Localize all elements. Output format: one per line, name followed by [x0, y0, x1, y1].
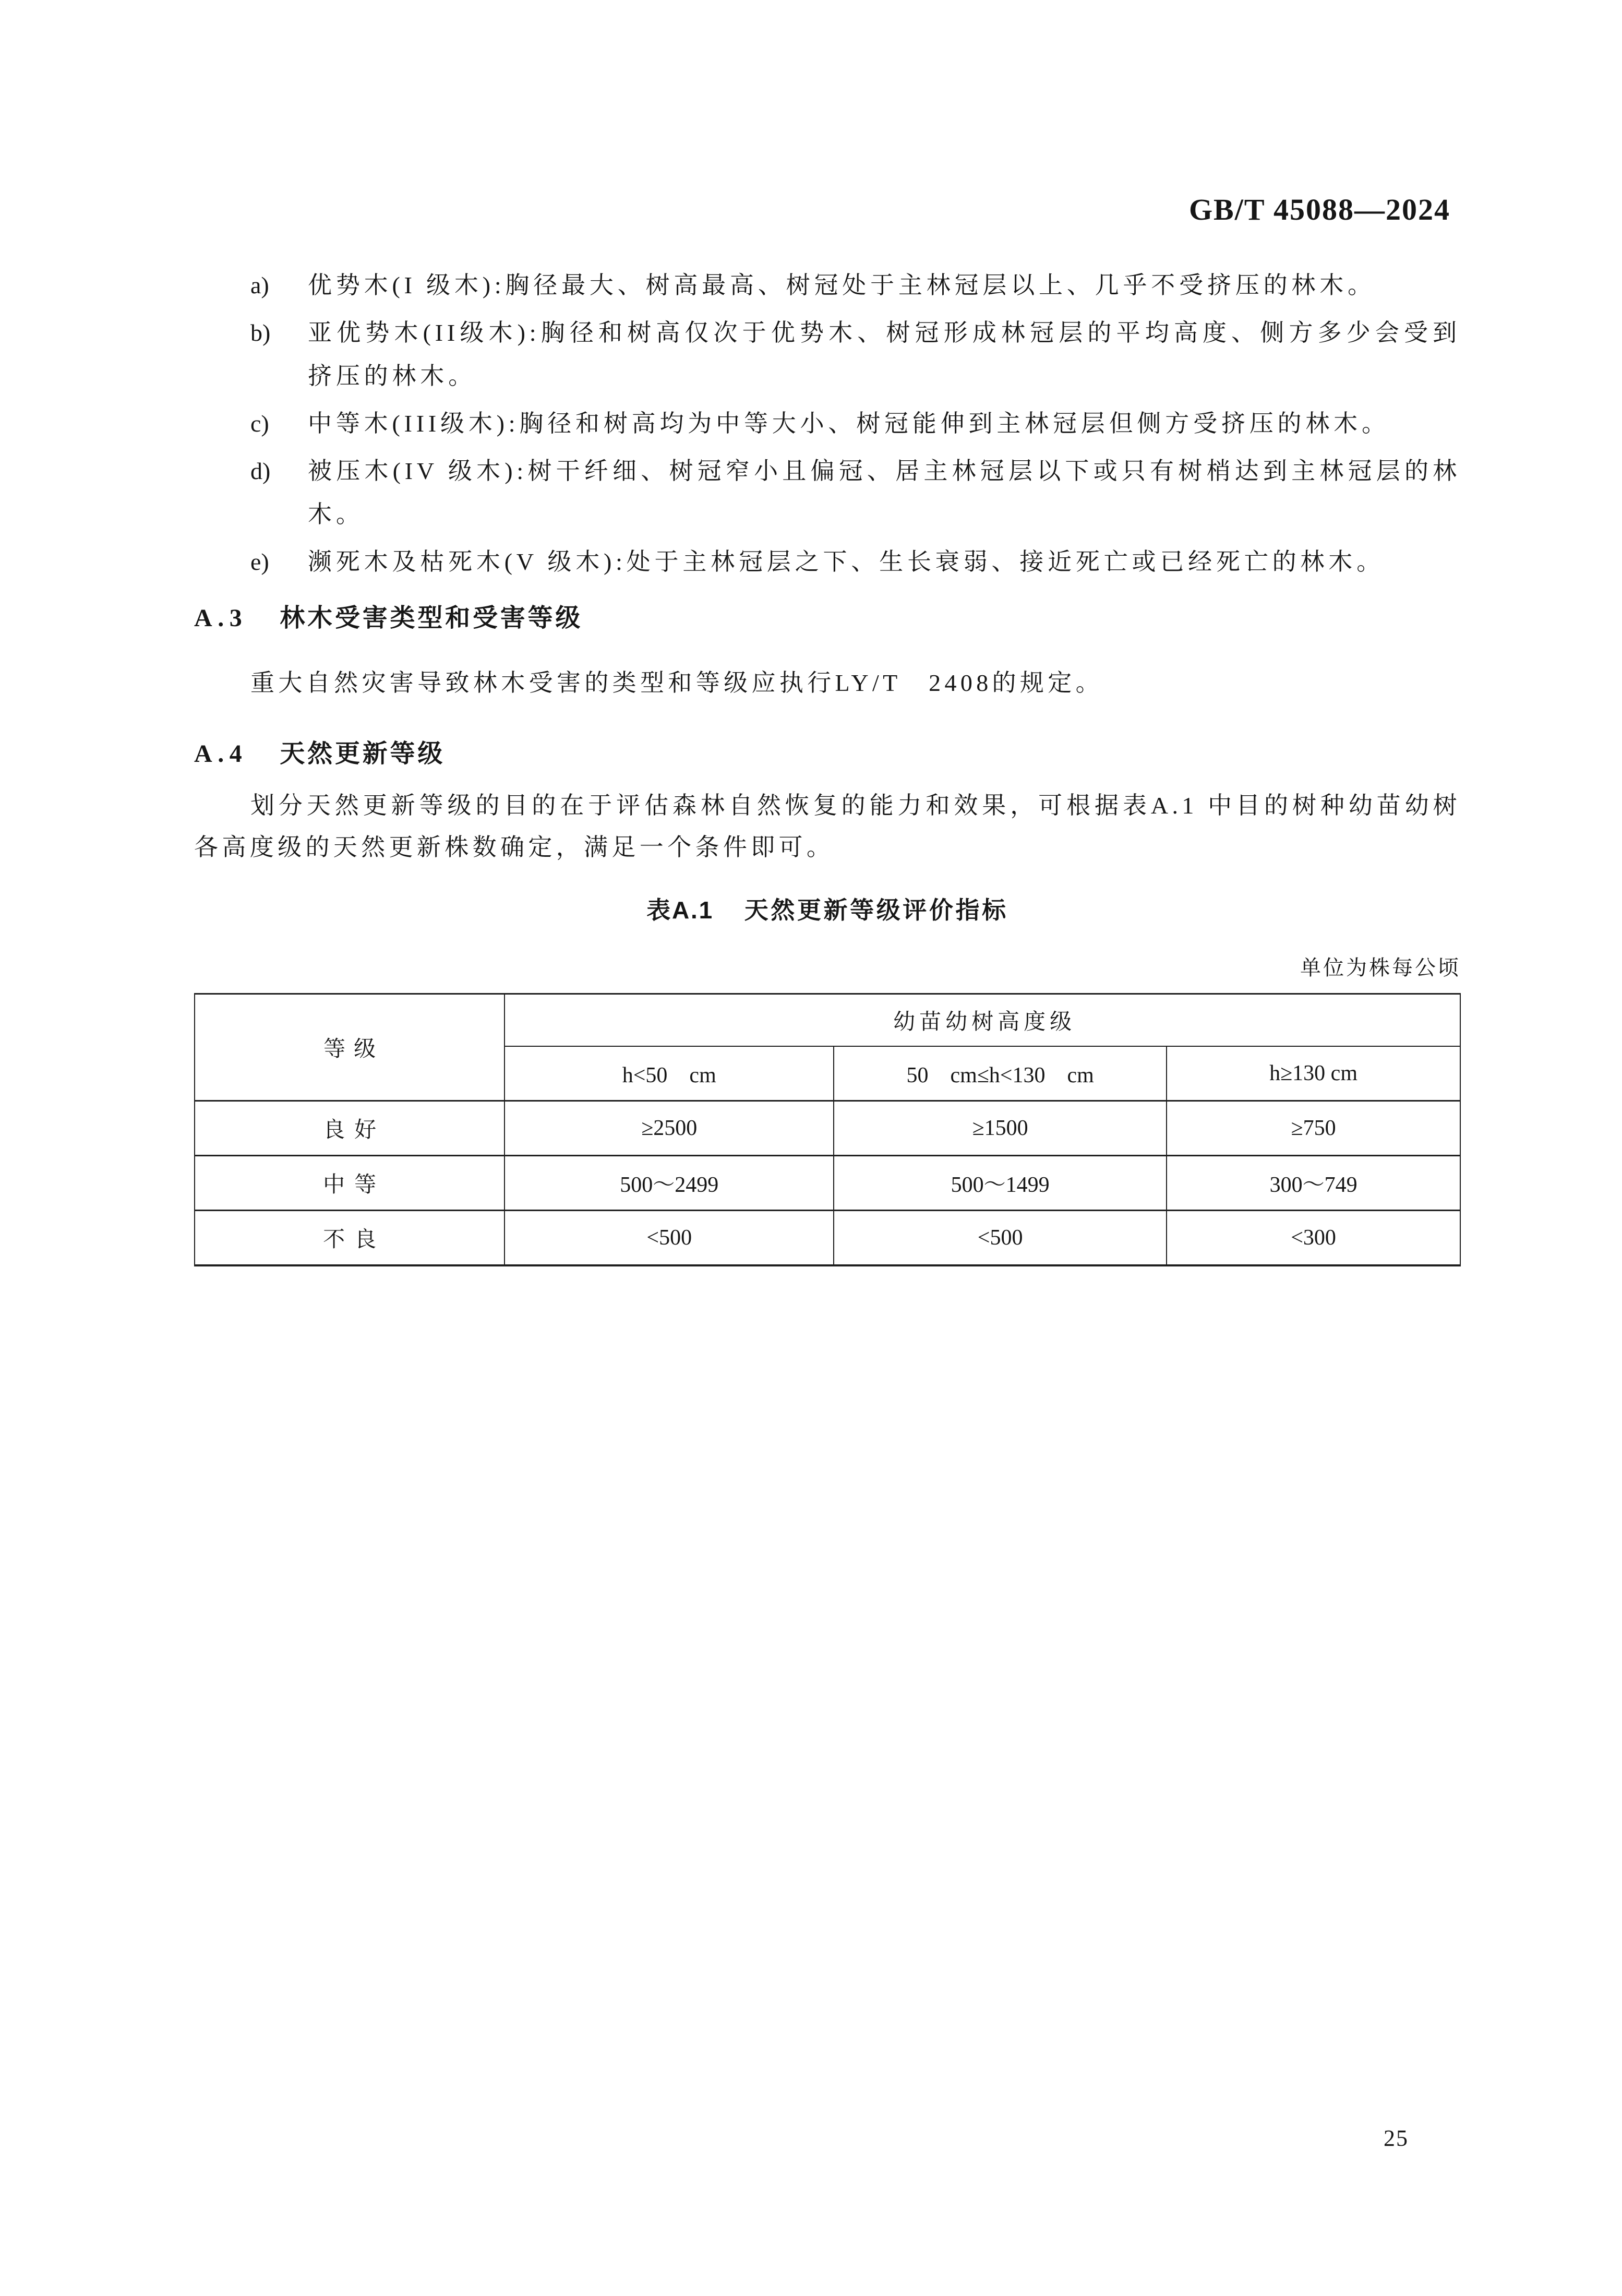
section-body-a4: 划分天然更新等级的目的在于评估森林自然恢复的能力和效果，可根据表A.1 中目的树种幼苗幼树各高度级的天然更新株数确定，满足一个条件即可。 — [194, 792, 1461, 860]
table-unit-note: 单位为株每公顷 — [1300, 956, 1461, 979]
page-number: 25 — [1384, 2125, 1409, 2151]
value-cell: <500 — [504, 1211, 834, 1265]
column-header: h<50 cm — [504, 1046, 834, 1101]
table-row — [195, 1211, 1460, 1265]
list-item-marker: b) — [250, 319, 271, 346]
grade-cell: 良好 — [195, 1101, 504, 1156]
section-label: A.3 — [194, 604, 248, 632]
value-cell: ≥750 — [1167, 1101, 1460, 1156]
list-item-text: 中等木(III级木):胸径和树高均为中等大小、树冠能伸到主林冠层但侧方受挤压的林木。 — [308, 410, 1390, 437]
list-item-text: 被压木(IV 级木):树干纤细、树冠窄小且偏冠、居主林冠层以下或只有树梢达到主林冠层的林木。 — [308, 458, 1461, 528]
value-cell: ≥1500 — [834, 1101, 1167, 1156]
list-item — [250, 402, 1461, 445]
list-item-marker: a) — [250, 272, 269, 298]
value-cell: 500～1499 — [834, 1156, 1167, 1211]
page-content — [194, 0, 1461, 1266]
grade-cell: 不良 — [195, 1211, 504, 1265]
list-item — [250, 540, 1461, 583]
grade-cell: 中等 — [195, 1156, 504, 1211]
list-item-text: 亚优势木(II级木):胸径和树高仅次于优势木、树冠形成林冠层的平均高度、侧方多少会受到挤压的林木。 — [308, 319, 1461, 389]
list-item-marker: e) — [250, 548, 269, 575]
section-label: A.4 — [194, 740, 248, 768]
crown-class-list — [250, 264, 1461, 583]
table-caption-title: 天然更新等级评价指标 — [744, 896, 1008, 924]
section-heading-a4 — [194, 739, 1461, 769]
table-group-header: 幼苗幼树高度级 — [504, 994, 1460, 1046]
table-row — [195, 1156, 1460, 1211]
list-item-marker: d) — [250, 458, 271, 484]
table-caption — [194, 894, 1461, 926]
list-item-marker: c) — [250, 410, 269, 437]
list-item — [250, 311, 1461, 398]
value-cell: <500 — [834, 1211, 1167, 1265]
list-item — [250, 264, 1461, 307]
section-title: 林木受害类型和受害等级 — [280, 604, 583, 632]
section-heading-a3 — [194, 603, 1461, 633]
table-header-row-group — [195, 994, 1460, 1046]
column-header: 50 cm≤h<130 cm — [834, 1046, 1167, 1101]
regeneration-grade-table — [194, 993, 1461, 1266]
list-item-text: 濒死木及枯死木(V 级木):处于主林冠层之下、生长衰弱、接近死亡或已经死亡的林木。 — [308, 548, 1385, 575]
section-title: 天然更新等级 — [280, 740, 446, 768]
list-item-text: 优势木(I 级木):胸径最大、树高最高、树冠处于主林冠层以上、几乎不受挤压的林木。 — [308, 272, 1376, 298]
table-corner-header: 等级 — [195, 994, 504, 1101]
value-cell: 300～749 — [1167, 1156, 1460, 1211]
table-row — [195, 1101, 1460, 1156]
list-item — [250, 449, 1461, 536]
table-caption-label: 表A.1 — [646, 896, 714, 924]
column-header: h≥130 cm — [1167, 1046, 1460, 1101]
value-cell: ≥2500 — [504, 1101, 834, 1156]
doc-number: GB/T 45088—2024 — [1188, 193, 1450, 226]
value-cell: 500～2499 — [504, 1156, 834, 1211]
section-body-a3: 重大自然灾害导致林木受害的类型和等级应执行LY/T 2408的规定。 — [250, 669, 1104, 696]
value-cell: <300 — [1167, 1211, 1460, 1265]
